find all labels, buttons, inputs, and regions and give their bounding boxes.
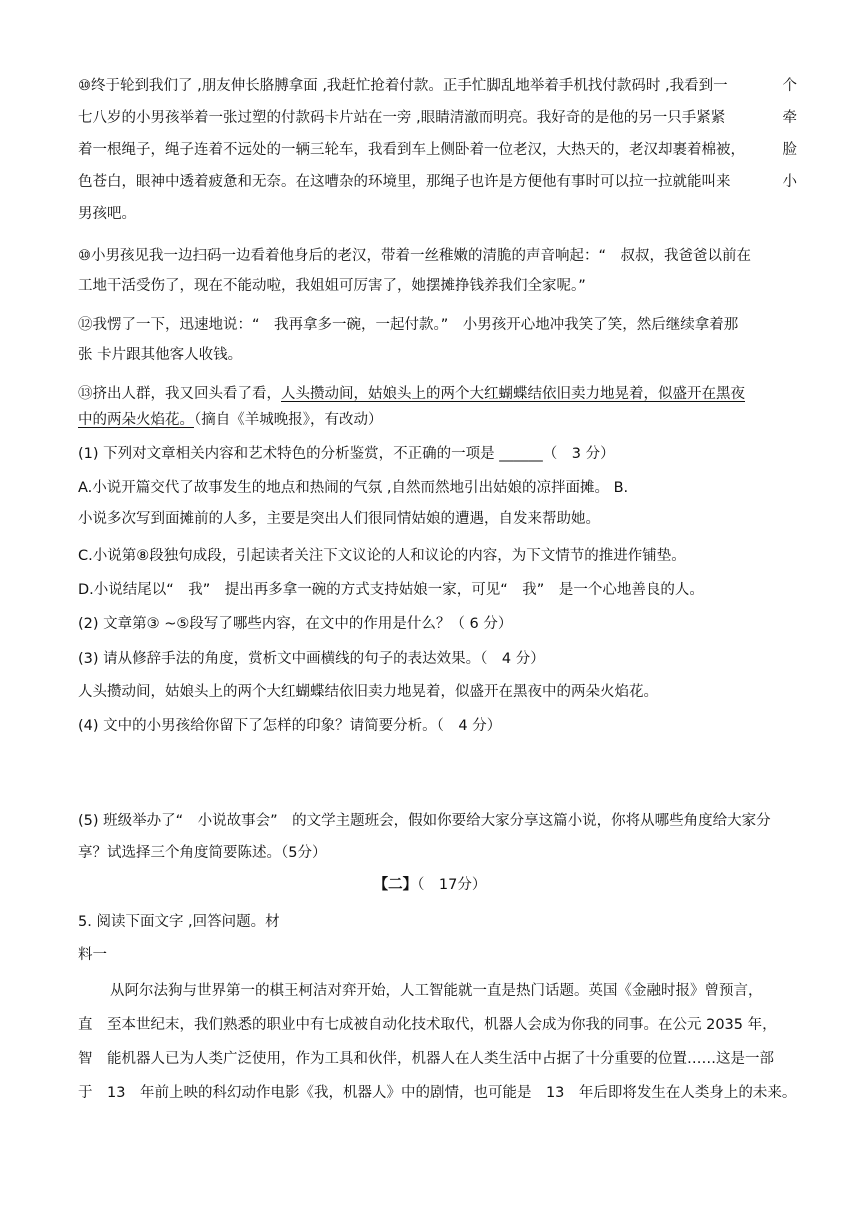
material-line: 于 13 年前上映的科幻动作电影《我，机器人》中的剧情，也可能是 13 年后即将发生在人类身上的未来。	[78, 1085, 797, 1101]
line-tail: 个	[782, 78, 797, 94]
paragraph-line: ⑫我愣了一下，迅速地说：“ 我再拿多一碗，一起付款。” 小男孩开心地冲我笑了笑，然后继续拿着那	[78, 317, 739, 333]
option-b: 小说多次写到面摊前的人多，主要是突出人们很同情姑娘的遭遇，自发来帮助她。	[78, 511, 600, 527]
line-text: 色苍白，眼神中透着疲惫和无奈。在这嘈杂的环境里，那绳子也许是方便他有事时可以拉一拉就能叫来	[78, 174, 731, 190]
question-5: (5) 班级举办了“ 小说故事会” 的文学主题班会，假如你要给大家分享这篇小说，你将从哪些角度给大家分	[78, 813, 771, 829]
paragraph-line	[78, 108, 797, 128]
option-c: C.小说第⑧段独句成段，引起读者关注下文议论的人和议论的内容，为下文情节的推进作铺垫。	[78, 548, 686, 564]
option-a: A.小说开篇交代了故事发生的地点和热闹的气氛 ,自然而然地引出姑娘的凉拌面摊。 B.	[78, 480, 629, 496]
material-line: 从阿尔法狗与世界第一的棋王柯洁对弈开始，人工智能就一直是热门话题。英国《金融时报》曾预言，	[110, 983, 763, 999]
line-text: ⑩终于轮到我们了 ,朋友伸长胳膊拿面 ,我赶忙抢着付款。正手忙脚乱地举着手机找付款码时 ,我看到一	[78, 78, 728, 94]
question-5-main: 5. 阅读下面文字 ,回答问题。材	[78, 914, 280, 930]
paragraph-line: 男孩吧。	[78, 206, 136, 222]
section-label: 【二】	[373, 877, 418, 893]
question-2: (2) 文章第③ ~⑤段写了哪些内容，在文中的作用是什么？（ 6 分）	[78, 616, 513, 632]
underlined-sentence: 人头攒动间，姑娘头上的两个大红蝴蝶结依旧卖力地晃着，似盛开在黑夜	[281, 386, 745, 402]
question-4: (4) 文中的小男孩给你留下了怎样的印象？请简要分析。（ 4 分）	[78, 718, 502, 734]
line-tail: 牵	[782, 110, 797, 126]
line-tail: 脸	[782, 142, 797, 158]
material-line: 智 能机器人已为人类广泛使用，作为工具和伙伴，机器人在人类生活中占据了十分重要的位置……这是一部	[78, 1051, 774, 1067]
material-label: 料一	[78, 947, 107, 963]
question-3-quote: 人头攒动间，姑娘头上的两个大红蝴蝶结依旧卖力地晃着，似盛开在黑夜中的两朵火焰花。	[78, 684, 658, 700]
question-5-cont: 享？试选择三个角度简要陈述。（5分）	[78, 845, 327, 861]
material-line: 直 至本世纪末，我们熟悉的职业中有七成被自动化技术取代，机器人会成为你我的同事。在公元 2035 年，	[78, 1017, 777, 1033]
question-3: (3) 请从修辞手法的角度，赏析文中画横线的句子的表达效果。（ 4 分）	[78, 651, 545, 667]
paragraph-line	[78, 384, 745, 404]
line-text: ⑬挤出人群，我又回头看了看，	[78, 386, 281, 402]
paragraph-line: 工地干活受伤了，现在不能动啦，我姐姐可厉害了，她摆摊挣钱养我们全家呢。”	[78, 278, 586, 294]
paragraph-line	[78, 76, 797, 96]
source-note: （摘自《羊城晚报》，有改动）	[194, 412, 383, 428]
section-heading	[0, 875, 860, 895]
paragraph-line	[78, 410, 383, 430]
option-d: D.小说结尾以“ 我” 提出再多拿一碗的方式支持姑娘一家，可见“ 我” 是一个心地善良的人。	[78, 582, 704, 598]
underlined-sentence: 中的两朵火焰花。	[78, 412, 194, 428]
paragraph-line	[78, 140, 797, 160]
line-text: 七八岁的小男孩举着一张过塑的付款码卡片站在一旁 ,眼睛清澈而明亮。我好奇的是他的另一只手紧紧	[78, 110, 726, 126]
paragraph-line: 张 卡片跟其他客人收钱。	[78, 347, 243, 363]
line-tail: 小	[782, 174, 797, 190]
section-score: （ 17分）	[417, 877, 487, 893]
paragraph-line: ⑩小男孩见我一边扫码一边看着他身后的老汉，带着一丝稚嫩的清脆的声音响起：“ 叔叔，我爸爸以前在	[78, 248, 752, 264]
question-1: (1) 下列对文章相关内容和艺术特色的分析鉴赏，不正确的一项是 ______（ 3 分）	[78, 446, 615, 462]
paragraph-line	[78, 172, 797, 192]
line-text: 着一根绳子，绳子连着不远处的一辆三轮车，我看到车上侧卧着一位老汉，大热天的，老汉却裹着棉被，	[78, 142, 745, 158]
